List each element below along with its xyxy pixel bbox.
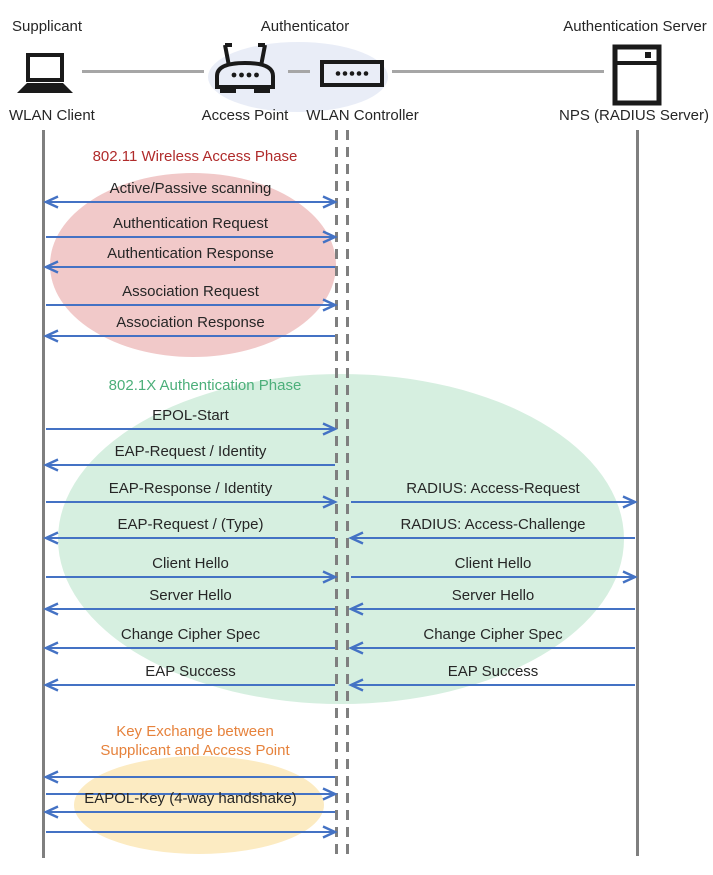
message-arrow-left [44,677,337,693]
message-label: Server Hello [149,587,232,604]
message-arrow-left [44,769,337,785]
message-label: Association Response [116,314,265,331]
server-icon [612,44,662,106]
message-label: Authentication Request [112,215,269,232]
role-label-supplicant: Supplicant [12,18,83,35]
message-arrow-left [349,530,637,546]
message-arrow-left [349,640,637,656]
node-label-access-point: Access Point [201,107,289,124]
node-label-wlan-controller: WLAN Controller [306,107,419,124]
wlan-controller-icon [320,60,384,87]
phase-title-wireless-access: 802.11 Wireless Access Phase [92,148,298,165]
link-controller-server [392,70,604,73]
phase-title-key-exchange-line2: Supplicant and Access Point [100,742,290,759]
message-label: EPOL-Start [152,407,229,424]
message-arrow-left [44,804,337,820]
message-arrow-right [349,494,637,510]
message-arrow-right [44,421,337,437]
message-arrow-right [44,569,337,585]
message-label: Client Hello [454,555,532,572]
message-label: Change Cipher Spec [120,626,261,643]
message-label: EAP Success [145,663,236,680]
phase-title-key-exchange-line1: Key Exchange between [116,723,274,740]
message-arrow-right [44,824,337,840]
message-label: Authentication Response [107,245,274,262]
message-label: Active/Passive scanning [109,180,272,197]
message-label: EAP-Request / Identity [114,443,267,460]
access-point-icon [212,42,278,96]
message-label: Change Cipher Spec [423,626,563,643]
role-label-auth-server: Authentication Server [563,18,707,35]
message-arrow-right [349,569,637,585]
role-label-authenticator: Authenticator [260,18,350,35]
message-label: Client Hello [152,555,229,572]
message-arrow-left [349,677,637,693]
node-label-wlan-client: WLAN Client [9,107,95,124]
message-arrow-left [44,530,337,546]
laptop-icon [14,52,76,96]
message-arrow-left [44,259,337,275]
message-arrow-right [44,229,337,245]
message-label: RADIUS: Access-Challenge [400,516,586,533]
phase-title-dot1x-auth: 802.1X Authentication Phase [108,377,302,394]
message-arrow-left [44,328,337,344]
message-arrow-left [44,457,337,473]
message-arrow-right [44,297,337,313]
link-client-ap [82,70,204,73]
message-label: EAP-Request / (Type) [117,516,264,533]
message-label: EAP Success [447,663,539,680]
link-ap-controller [288,70,310,73]
message-arrow-both [44,194,337,210]
message-label: EAP-Response / Identity [108,480,273,497]
message-arrow-right [44,494,337,510]
node-label-nps: NPS (RADIUS Server) [558,107,710,124]
message-arrow-left [44,601,337,617]
message-arrow-left [44,640,337,656]
message-arrow-left [349,601,637,617]
message-label: RADIUS: Access-Request [406,480,580,497]
message-label: Server Hello [451,587,535,604]
message-label: Association Request [122,283,259,300]
message-label: EAPOL-Key (4-way handshake) [84,790,297,807]
